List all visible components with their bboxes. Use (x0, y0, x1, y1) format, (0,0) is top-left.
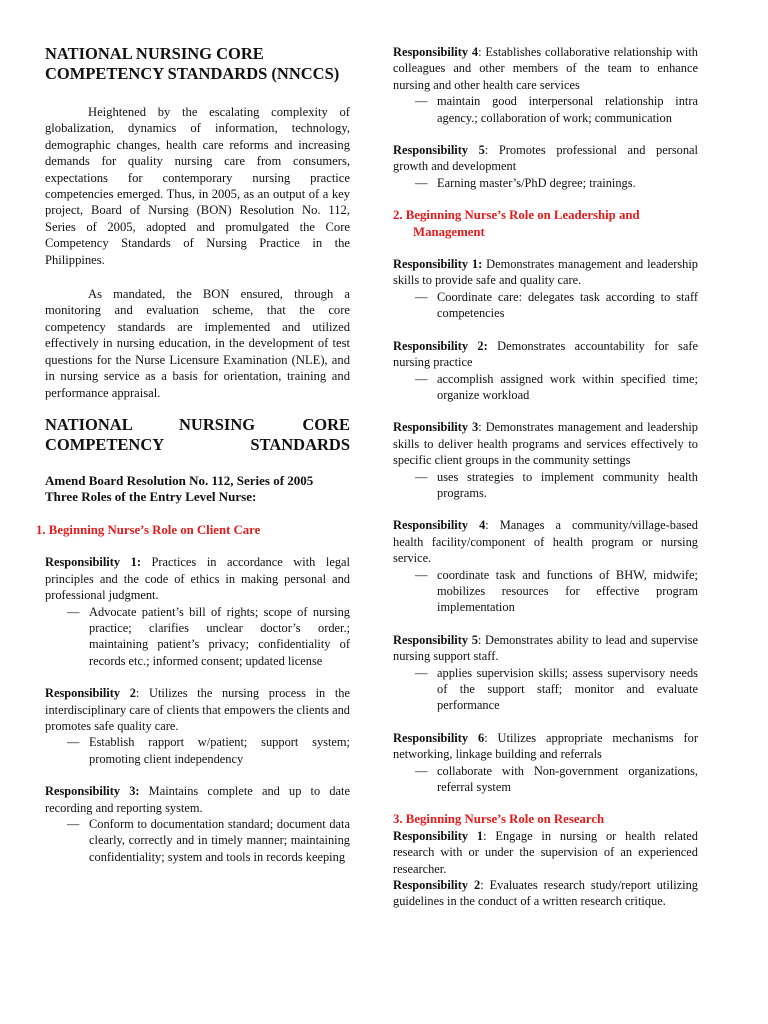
client-resp-4-bullet: — maintain good interpersonal relationship intra agency.; collaboration of work; communication (415, 94, 698, 125)
lead-resp-2: Responsibility 2: Demonstrates accountability for safe nursing practice (393, 338, 698, 370)
client-resp-5-bullet: — Earning master’s/PhD degree; trainings. (415, 175, 636, 190)
roles-subtitle: Three Roles of the Entry Level Nurse: (45, 489, 257, 505)
lead-resp-6-bullet: — collaborate with Non-government organizations, referral system (415, 763, 698, 795)
lead-resp-2-bullet: — accomplish assigned work within specified time; organize workload (415, 371, 698, 402)
section-client-care: 1. Beginning Nurse’s Role on Client Care (36, 522, 261, 537)
section-title: NATIONAL NURSING CORE COMPETENCY STANDARDS (45, 414, 350, 454)
lead-resp-5: Responsibility 5: Demonstrates ability to lead and supervise nursing support staff. (393, 632, 698, 664)
lead-resp-3: Responsibility 3: Demonstrates management and leadership skills to deliver health programs and services effectively to specific client groups in the community settings (393, 420, 698, 468)
lead-resp-6: Responsibility 6: Utilizes appropriate mechanisms for networking, linkage building and referrals (393, 730, 698, 762)
resolution-subtitle: Amend Board Resolution No. 112, Series of 2005 (45, 472, 314, 488)
lead-resp-5-bullet: — applies supervision skills; assess supervisory needs of the support staff; monitor and evaluate performance (415, 665, 698, 713)
mandate-paragraph: As mandated, the BON ensured, through a monitoring and evaluation scheme, that the core competency standards are implemented and utilized effectively in nursing education, in the development of test questions for the Nurse Licensure Examination (NLE), and in nursing service as a basis for orientation, training and performance appraisal. (45, 287, 350, 400)
research-resp-2: Responsibility 2: Evaluates research study/report utilizing guidelines in the conduct of a written research critique. (393, 878, 698, 909)
lead-resp-3-bullet: — uses strategies to implement community health programs. (415, 469, 698, 500)
client-resp-1: Responsibility 1: Practices in accordance with legal principles and the code of ethics in making personal and professional judgment. (45, 555, 350, 603)
client-resp-3-bullet: — Conform to documentation standard; document data clearly, correctly and in timely manner; maintaining confidentiality; system and tools in records keeping (67, 817, 350, 864)
research-resp-1: Responsibility 1: Engage in nursing or health related research with or under the supervision of an experienced researcher. (393, 828, 698, 876)
lead-resp-1-bullet: — Coordinate care: delegates task according to staff competencies (415, 289, 698, 321)
client-resp-1-bullet: — Advocate patient’s bill of rights; scope of nursing practice; clarifies unclear doctor’s order.; maintaining patient’s privacy; confidentiality of records etc.; informed consent; updated license (67, 604, 350, 668)
lead-resp-1: Responsibility 1: Demonstrates management and leadership skills to provide safe and quality care. (393, 257, 698, 288)
client-resp-4: Responsibility 4: Establishes collaborative relationship with colleagues and other members of the team to enhance nursing and other health care services (393, 45, 698, 92)
section-leadership: 2. Beginning Nurse’s Role on Leadership and Management (393, 208, 640, 239)
lead-resp-4-bullet: — coordinate task and functions of BHW, midwife; mobilizes resources for effective program implementation (415, 567, 698, 615)
right-column (393, 44, 698, 910)
left-column (36, 44, 350, 865)
main-title: NATIONAL NURSING CORE COMPETENCY STANDARDS (NNCCS) (45, 44, 340, 83)
intro-paragraph: Heightened by the escalating complexity of globalization, dynamics of information, technology, demographic changes, health care reforms and increasing demands for quality nursing care from consumers, expectations for contemporary nursing practice competencies emerged. Thus, in 2005, as an output of a key project, Board of Nursing (BON) Resolution No. 112, Series of 2005, adopted and promulgated the Core Competency Standards of Nursing Practice in the Philippines. (45, 105, 350, 267)
client-resp-2-bullet: — Establish rapport w/patient; support system; promoting client independency (67, 735, 350, 766)
lead-resp-4: Responsibility 4: Manages a community/village-based health facility/component of health program or nursing service. (393, 518, 698, 566)
client-resp-3: Responsibility 3: Maintains complete and up to date recording and reporting system. (45, 784, 350, 815)
client-resp-5: Responsibility 5: Promotes professional and personal growth and development (393, 143, 698, 174)
section-research: 3. Beginning Nurse’s Role on Research (393, 812, 605, 827)
client-resp-2: Responsibility 2: Utilizes the nursing process in the interdisciplinary care of clients that empowers the clients and promotes safe quality care. (45, 686, 350, 733)
